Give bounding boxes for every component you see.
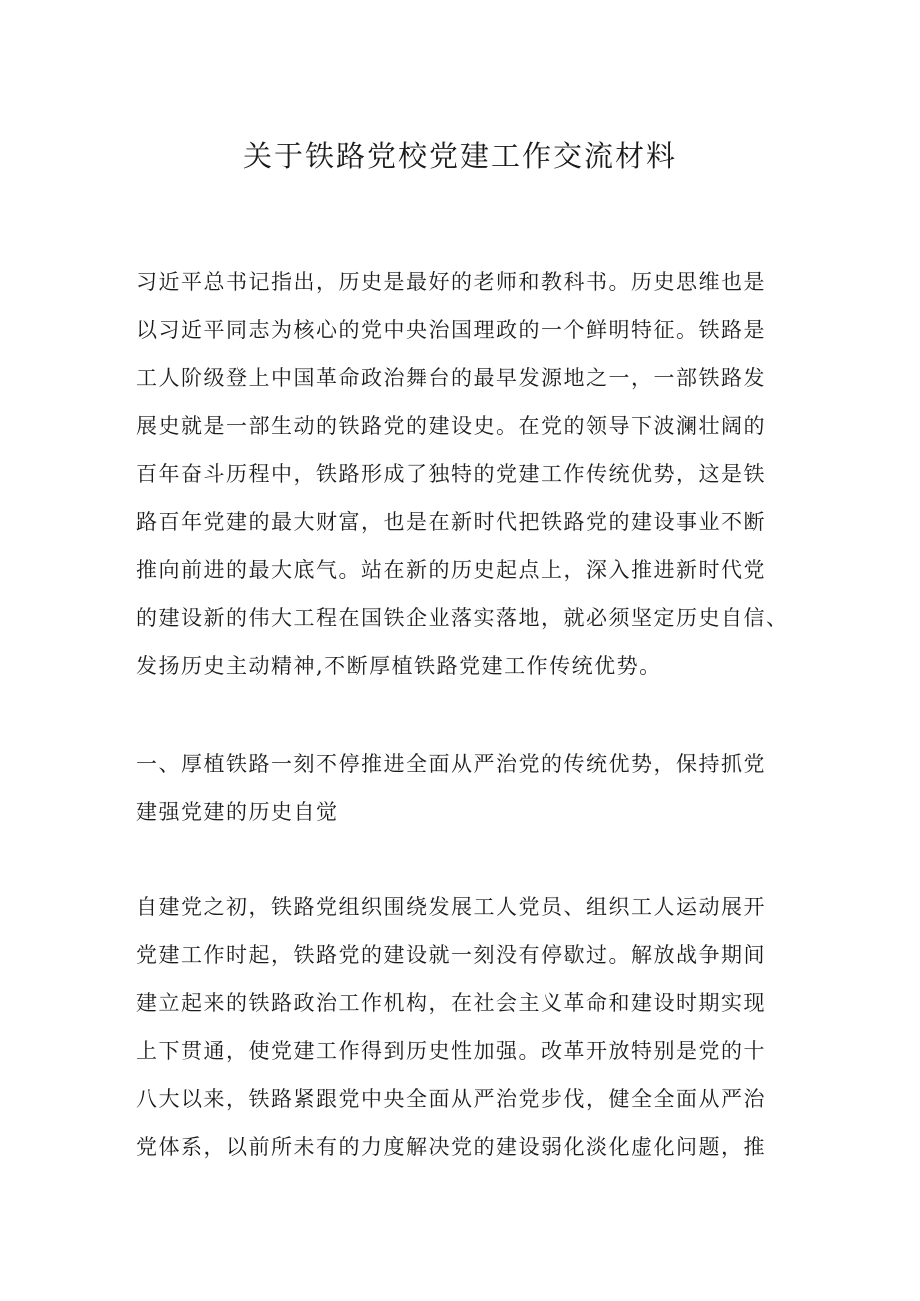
paragraph-line: 展史就是一部生动的铁路党的建设史。在党的领导下波澜壮阔的 [136, 414, 766, 438]
document-title: 关于铁路党校党建工作交流材料 [242, 139, 677, 173]
paragraph-line: 建立起来的铁路政治工作机构，在社会主义革命和建设时期实现 [136, 991, 766, 1015]
paragraph-line: 自建党之初，铁路党组织围绕发展工人党员、组织工人运动展开 [136, 895, 766, 919]
paragraph-line: 路百年党建的最大财富，也是在新时代把铁路党的建设事业不断 [136, 510, 766, 534]
heading-line: 一、厚植铁路一刻不停推进全面从严治党的传统优势，保持抓党 [136, 752, 766, 776]
paragraph-line: 八大以来，铁路紧跟党中央全面从严治党步伐，健全全面从严治 [136, 1087, 766, 1111]
intro-paragraph [136, 258, 826, 690]
section-1-paragraph [136, 883, 826, 1171]
paragraph-line: 工人阶级登上中国革命政治舞台的最早发源地之一，一部铁路发 [136, 366, 766, 390]
paragraph-line: 百年奋斗历程中，铁路形成了独特的党建工作传统优势，这是铁 [136, 462, 766, 486]
paragraph-line: 推向前进的最大底气。站在新的历史起点上，深入推进新时代党 [136, 558, 766, 582]
section-heading-1 [136, 740, 826, 836]
paragraph-line: 以习近平同志为核心的党中央治国理政的一个鲜明特征。铁路是 [136, 318, 766, 342]
paragraph-line: 党体系，以前所未有的力度解决党的建设弱化淡化虚化问题，推 [136, 1135, 766, 1159]
paragraph-line: 的建设新的伟大工程在国铁企业落实落地，就必须坚定历史自信、 [136, 606, 789, 630]
paragraph-line: 党建工作时起，铁路党的建设就一刻没有停歇过。解放战争期间 [136, 943, 766, 967]
paragraph-line: 上下贯通，使党建工作得到历史性加强。改革开放特别是党的十 [136, 1039, 766, 1063]
paragraph-line: 习近平总书记指出，历史是最好的老师和教科书。历史思维也是 [136, 270, 766, 294]
paragraph-line: 发扬历史主动精神,不断厚植铁路党建工作传统优势。 [136, 654, 662, 678]
heading-line: 建强党建的历史自觉 [136, 800, 339, 824]
